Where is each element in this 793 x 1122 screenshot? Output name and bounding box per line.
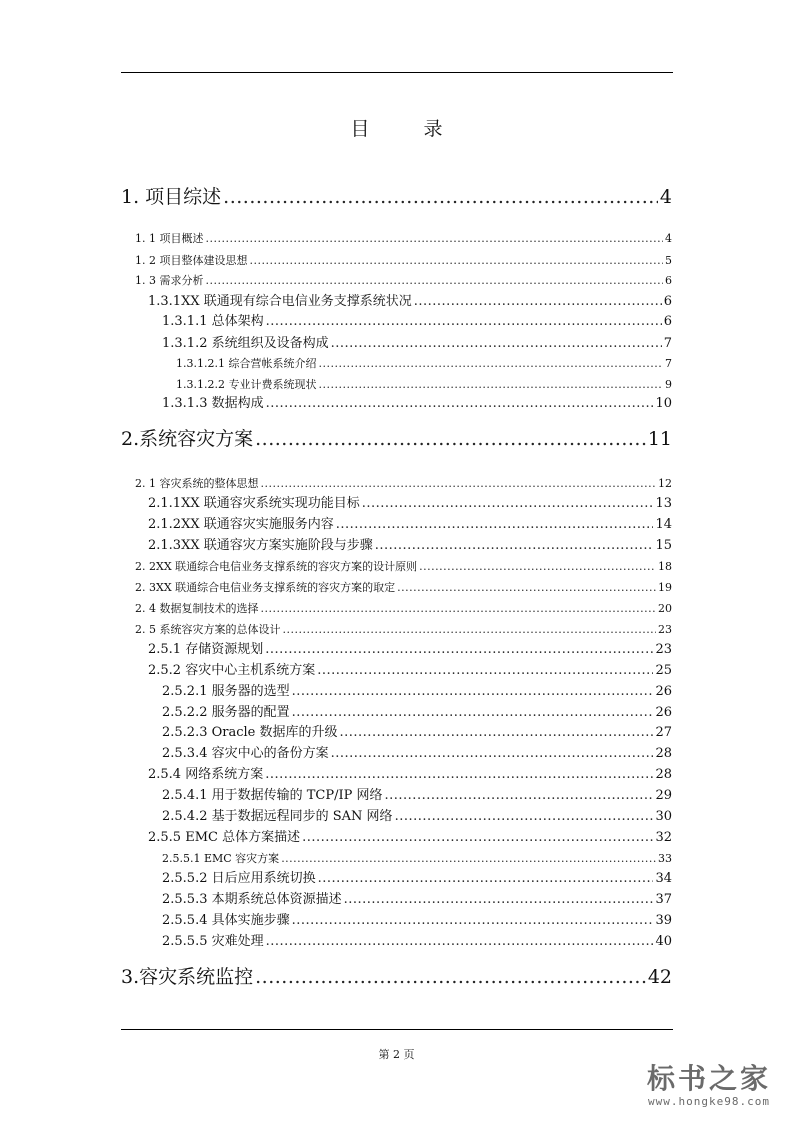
toc-entry-page: 39 (655, 913, 672, 928)
toc-entry-page: 27 (655, 725, 672, 740)
toc-entry-label: 2.1.2XX 联通容灾实施服务内容 (148, 517, 334, 532)
toc-entry[interactable] (148, 641, 672, 658)
toc-entry-label: 2.1.3XX 联通容灾方案实施阶段与步骤 (148, 538, 373, 553)
toc-leader-dots (283, 622, 657, 637)
toc-entry-page: 4 (665, 232, 672, 245)
watermark-url: www.hongke98.com (648, 1095, 770, 1108)
toc-entry[interactable] (162, 724, 672, 741)
toc-entry[interactable] (135, 601, 672, 616)
toc-entry[interactable] (121, 428, 672, 451)
toc-entry-label: 2.5.5.2 日后应用系统切换 (162, 871, 316, 886)
toc-entry[interactable] (148, 662, 672, 679)
toc-entry-page: 6 (663, 314, 672, 329)
toc-leader-dots (419, 559, 656, 574)
toc-entry-label: 2. 2XX 联通综合电信业务支撑系统的容灾方案的设计原则 (135, 560, 418, 573)
toc-entry-page: 4 (659, 186, 672, 208)
toc-leader-dots (336, 516, 654, 533)
toc-leader-dots (414, 293, 662, 310)
toc-entry-label: 2. 4 数据复制技术的选择 (135, 602, 259, 615)
toc-leader-dots (340, 724, 654, 741)
toc-leader-dots (292, 912, 654, 929)
toc-leader-dots (261, 601, 657, 616)
toc-entry-label: 1.3.1.2.2 专业计费系统现状 (176, 378, 317, 391)
toc-entry[interactable] (135, 580, 672, 595)
toc-leader-dots (318, 356, 663, 371)
toc-leader-dots (397, 580, 656, 595)
footer-rule (121, 1029, 673, 1030)
toc-entry[interactable] (135, 622, 672, 637)
header-rule (121, 72, 673, 73)
toc-entry-page: 28 (655, 746, 672, 761)
toc-leader-dots (375, 537, 654, 554)
toc-entry-label: 2.5.1 存储资源规划 (148, 642, 264, 657)
toc-leader-dots (318, 870, 654, 887)
toc-entry-page: 12 (658, 477, 672, 490)
toc-leader-dots (266, 313, 662, 330)
toc-entry[interactable] (135, 231, 672, 246)
toc-entry-page: 19 (658, 581, 672, 594)
toc-entry-label: 1.3.1.1 总体架构 (162, 314, 264, 329)
toc-entry[interactable] (148, 293, 672, 310)
toc-entry[interactable] (162, 912, 672, 929)
toc-entry-label: 2.5.2.2 服务器的配置 (162, 705, 290, 720)
toc-entry-label: 2. 5 系统容灾方案的总体设计 (135, 623, 281, 636)
toc-entry-label: 2. 1 容灾系统的整体思想 (135, 477, 259, 490)
toc-entry-page: 9 (665, 378, 672, 391)
toc-entry[interactable] (176, 377, 672, 392)
toc-entry[interactable] (121, 186, 672, 209)
toc-entry-page: 30 (655, 809, 672, 824)
toc-leader-dots (206, 231, 664, 246)
toc-entry-page: 5 (665, 254, 672, 267)
toc-entry[interactable] (162, 395, 672, 412)
toc-leader-dots (344, 891, 654, 908)
toc-entry-label: 2.5.5.3 本期系统总体资源描述 (162, 892, 342, 907)
toc-entry-page: 28 (655, 767, 672, 782)
toc-entry[interactable] (148, 516, 672, 533)
toc-entry-page: 15 (655, 538, 672, 553)
toc-leader-dots (255, 966, 646, 989)
toc-leader-dots (395, 808, 654, 825)
toc-entry-page: 25 (655, 663, 672, 678)
toc-entry[interactable] (162, 808, 672, 825)
toc-entry-label: 2.5.4.1 用于数据传输的 TCP/IP 网络 (162, 788, 383, 803)
toc-entry-label: 2.5.5.1 EMC 容灾方案 (162, 852, 280, 865)
toc-entry[interactable] (162, 704, 672, 721)
toc-entry-page: 40 (655, 934, 672, 949)
toc-entry-label: 1. 1 项目概述 (135, 232, 204, 245)
toc-entry-page: 7 (663, 336, 672, 351)
toc-entry-label: 2.5.2.3 Oracle 数据库的升级 (162, 725, 338, 740)
toc-entry[interactable] (135, 273, 672, 288)
toc-entry-label: 2.5.5.4 具体实施步骤 (162, 913, 290, 928)
toc-entry-page: 26 (655, 684, 672, 699)
toc-entry-label: 2.1.1XX 联通容灾系统实现功能目标 (148, 496, 360, 511)
toc-entry-page: 34 (655, 871, 672, 886)
toc-entry[interactable] (162, 313, 672, 330)
toc-entry[interactable] (162, 851, 672, 866)
toc-leader-dots (206, 273, 664, 288)
toc-entry-page: 29 (655, 788, 672, 803)
toc-entry-label: 2.5.2 容灾中心主机系统方案 (148, 663, 316, 678)
toc-entry-page: 20 (658, 602, 672, 615)
toc-entry[interactable] (148, 766, 672, 783)
toc-entry[interactable] (148, 829, 672, 846)
toc-entry-label: 1. 项目综述 (121, 186, 222, 208)
toc-entry-label: 2.5.4.2 基于数据远程同步的 SAN 网络 (162, 809, 393, 824)
toc-entry[interactable] (135, 476, 672, 491)
toc-entry-page: 13 (655, 496, 672, 511)
toc-entry-label: 1.3.1.2 系统组织及设备构成 (162, 336, 329, 351)
toc-entry[interactable] (162, 683, 672, 700)
toc-entry-label: 1.3.1XX 联通现有综合电信业务支撑系统状况 (148, 294, 412, 309)
toc-leader-dots (266, 933, 654, 950)
toc-entry[interactable] (162, 745, 672, 762)
toc-leader-dots (317, 662, 653, 679)
toc-entry-page: 6 (665, 274, 672, 287)
toc-entry[interactable] (162, 891, 672, 908)
toc-entry[interactable] (121, 966, 672, 989)
toc-entry-label: 2.5.5 EMC 总体方案描述 (148, 830, 301, 845)
toc-leader-dots (281, 851, 656, 866)
toc-leader-dots (318, 377, 663, 392)
toc-leader-dots (292, 683, 654, 700)
toc-leader-dots (302, 829, 653, 846)
watermark (647, 1063, 771, 1108)
toc-entry-label: 3.容灾系统监控 (121, 966, 254, 988)
toc-entry-page: 6 (663, 294, 672, 309)
toc-entry[interactable] (135, 559, 672, 574)
toc-entry[interactable] (162, 787, 672, 804)
toc-entry-page: 14 (655, 517, 672, 532)
toc-leader-dots (385, 787, 654, 804)
toc-entry-page: 7 (665, 357, 672, 370)
page-title: 目录 (350, 118, 497, 140)
toc-entry-page: 11 (647, 428, 672, 450)
toc-entry-label: 2.5.2.1 服务器的选型 (162, 684, 290, 699)
toc-entry-label: 2. 3XX 联通综合电信业务支撑系统的容灾方案的取定 (135, 581, 396, 594)
toc-entry[interactable] (176, 356, 672, 371)
toc-leader-dots (331, 335, 662, 352)
toc-leader-dots (261, 476, 657, 491)
toc-entry-label: 2.5.3.4 容灾中心的备份方案 (162, 746, 329, 761)
toc-entry-label: 1.3.1.2.1 综合营帐系统介绍 (176, 357, 317, 370)
toc-entry-page: 33 (658, 852, 672, 865)
toc-entry-page: 10 (655, 396, 672, 411)
toc-entry-page: 23 (655, 642, 672, 657)
toc-entry-page: 23 (658, 623, 672, 636)
toc-entry-label: 1. 3 需求分析 (135, 274, 204, 287)
toc-entry-label: 1.3.1.3 数据构成 (162, 396, 264, 411)
toc-entry-label: 2.系统容灾方案 (121, 428, 254, 450)
toc-leader-dots (255, 428, 646, 451)
page-number: 第 2 页 (378, 1048, 415, 1061)
toc-entry[interactable] (148, 495, 672, 512)
toc-entry-page: 18 (658, 560, 672, 573)
toc-entry-page: 26 (655, 705, 672, 720)
toc-entry[interactable] (162, 335, 672, 352)
toc-entry[interactable] (162, 870, 672, 887)
toc-entry-label: 2.5.5.5 灾难处理 (162, 934, 264, 949)
toc-leader-dots (266, 395, 654, 412)
toc-leader-dots (331, 745, 654, 762)
toc-entry-label: 1. 2 项目整体建设思想 (135, 254, 248, 267)
toc-entry[interactable] (162, 933, 672, 950)
toc-entry[interactable] (135, 253, 672, 268)
toc-leader-dots (292, 704, 654, 721)
toc-entry[interactable] (148, 537, 672, 554)
watermark-logo: 标书之家 (646, 1062, 771, 1095)
toc-entry-page: 37 (655, 892, 672, 907)
toc-entry-page: 42 (647, 966, 672, 988)
toc-entry-page: 32 (655, 830, 672, 845)
toc-leader-dots (250, 253, 664, 268)
toc-leader-dots (223, 186, 658, 209)
toc-leader-dots (265, 766, 653, 783)
toc-leader-dots (362, 495, 654, 512)
toc-entry-label: 2.5.4 网络系统方案 (148, 767, 264, 782)
toc-leader-dots (265, 641, 653, 658)
